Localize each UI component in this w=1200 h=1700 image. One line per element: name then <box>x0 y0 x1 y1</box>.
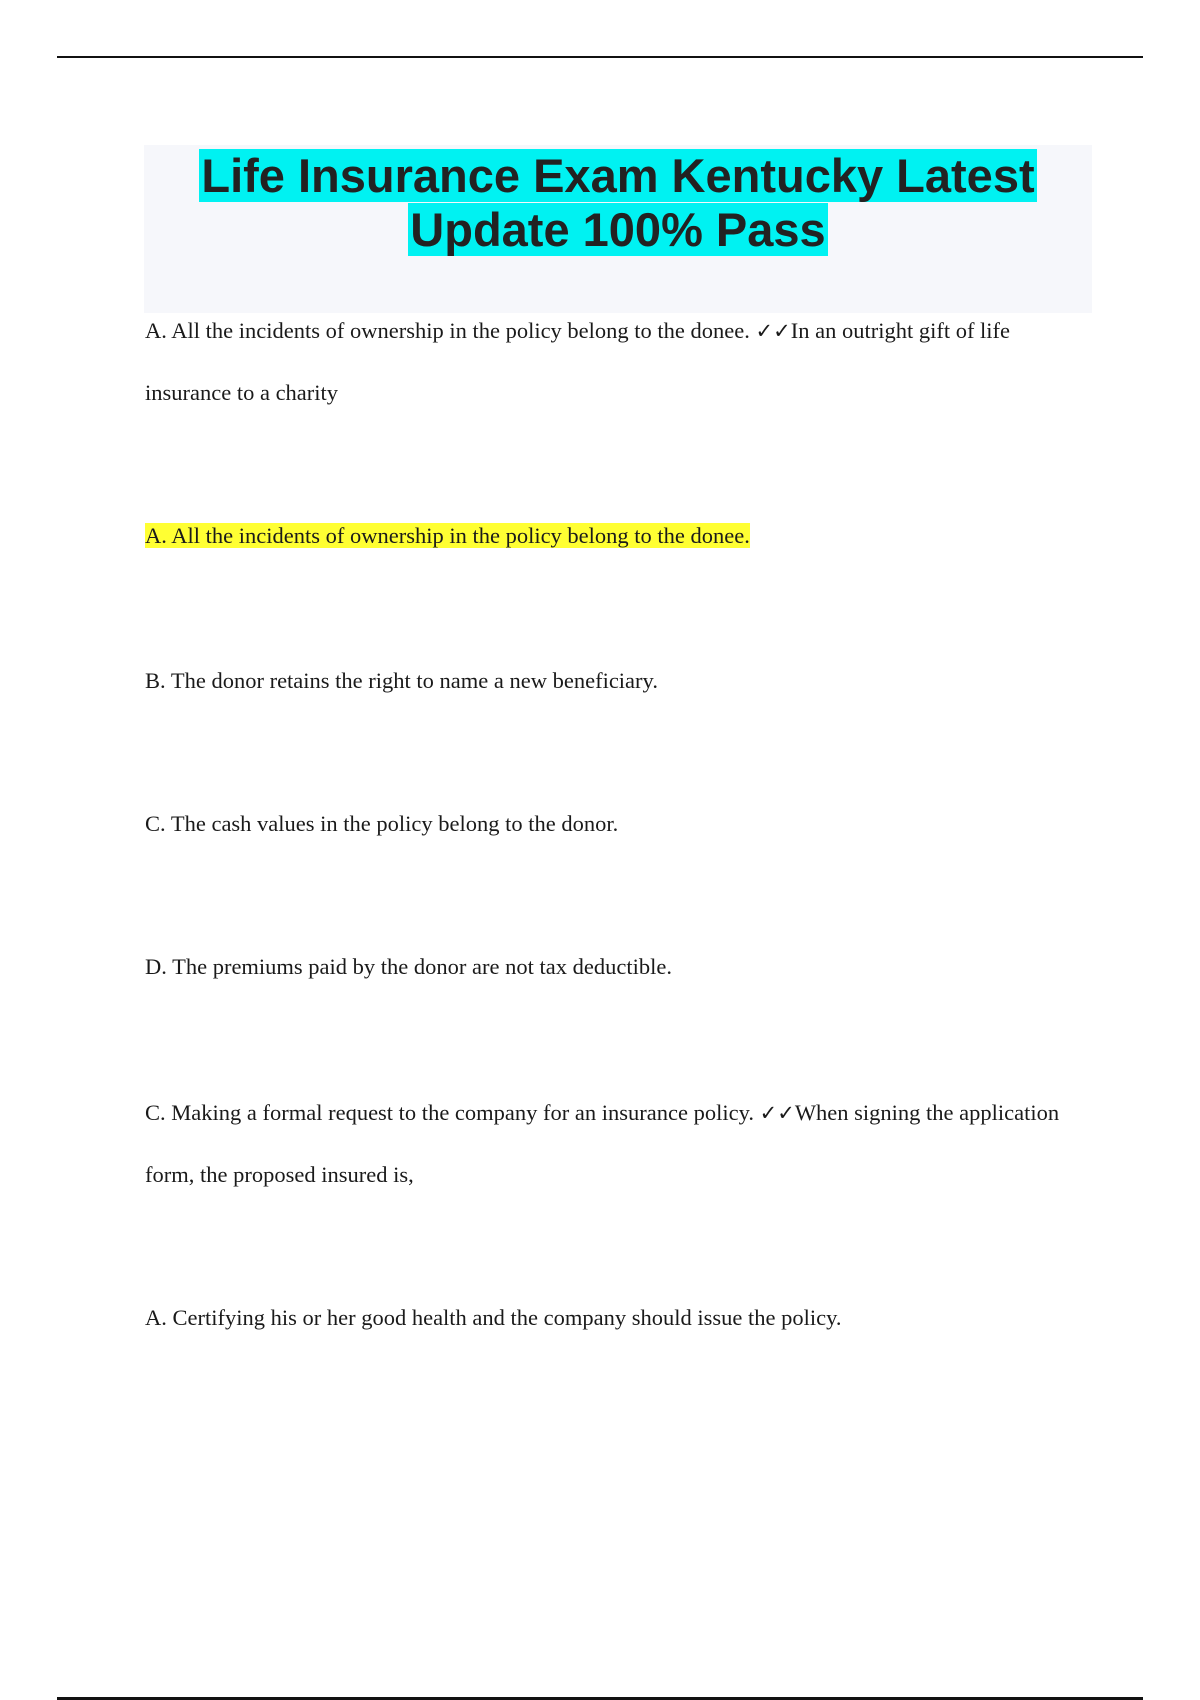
question-text: When signing the application form, the proposed insured is, <box>145 1100 1060 1187</box>
option-a-highlighted <box>145 505 1095 566</box>
option-d: D. The premiums paid by the donor are not tax deductible. <box>145 954 672 979</box>
answer-text: C. Making a formal request to the company for an insurance policy. <box>145 1100 754 1125</box>
top-rule <box>57 56 1143 58</box>
document-title <box>144 145 1092 313</box>
option-b: B. The donor retains the right to name a new beneficiary. <box>145 668 658 693</box>
option-a-2: A. Certifying his or her good health and the company should issue the policy. <box>145 1305 842 1330</box>
question-answer-1 <box>145 300 1095 423</box>
option-c: C. The cash values in the policy belong to the donor. <box>145 811 619 836</box>
highlighted-answer: A. All the incidents of ownership in the policy belong to the donee. <box>145 523 750 548</box>
double-check-icon: ✓✓ <box>755 319 791 343</box>
question-text: In an outright gift of life insurance to a charity <box>145 318 1011 405</box>
double-check-icon: ✓✓ <box>759 1101 795 1125</box>
answer-text: A. All the incidents of ownership in the policy belong to the donee. <box>145 318 750 343</box>
title-line-2: Update 100% Pass <box>410 203 826 256</box>
question-answer-2 <box>145 1082 1095 1205</box>
title-line-1: Life Insurance Exam Kentucky Latest <box>201 149 1035 202</box>
